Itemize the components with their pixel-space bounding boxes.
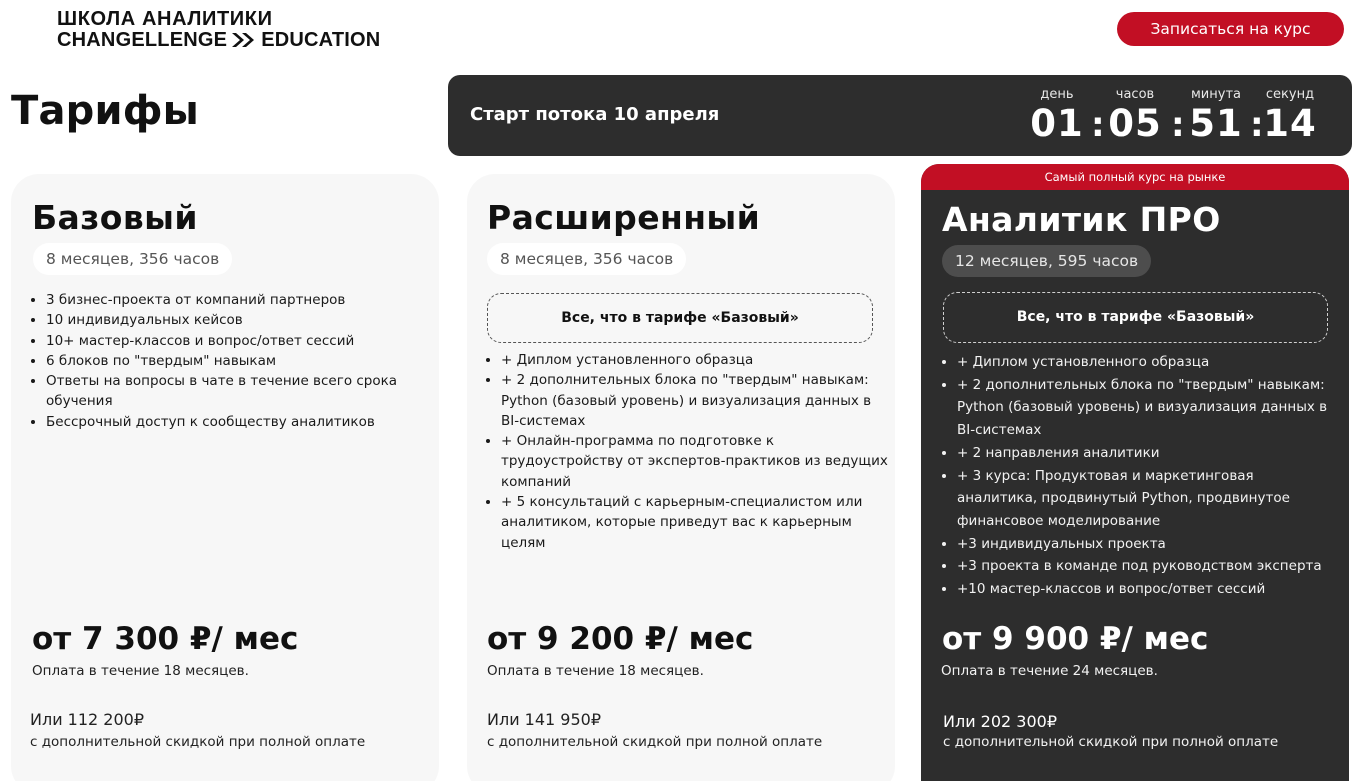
countdown-days-value: 01 [1030,102,1084,145]
countdown-separator: : [1091,105,1105,145]
payment-term: Оплата в течение 18 месяцев. [487,663,704,679]
countdown-seconds [1250,87,1330,144]
feature-item: • +3 проекта в команде под руководством эксперта [957,555,1337,578]
countdown-days-label: день [1040,87,1074,102]
feature-item: • + Диплом установленного образца [501,350,889,370]
payment-term: Оплата в течение 18 месяцев. [32,663,249,679]
countdown-minutes-label: минута [1191,87,1241,102]
includes-basic-box[interactable]: Все, что в тарифе «Базовый» [943,292,1328,343]
full-payment-price: Или 141 950₽ [487,710,602,729]
tariff-duration: 8 месяцев, 356 часов [33,243,232,275]
start-countdown-bar [448,75,1352,156]
tariff-name: Базовый [32,198,198,237]
logo-line2-right: EDUCATION [261,29,381,51]
logo-line2-left: CHANGELLENGE [57,29,228,51]
countdown-timer [448,75,1352,156]
page-title: Тарифы [11,88,199,134]
tariff-card-extended[interactable] [467,174,895,781]
countdown-separator: : [1171,105,1185,145]
countdown-hours [1095,87,1175,144]
feature-item: • + 3 курса: Продуктовая и маркетинговая аналитика, продвинутый Python, продвинутое финансовое моделирование [957,465,1337,533]
tariff-duration: 12 месяцев, 595 часов [942,245,1151,277]
feature-item: • 10 индивидуальных кейсов [46,310,426,330]
logo-line1: ШКОЛА АНАЛИТИКИ [57,8,273,30]
start-date-text: Старт потока 10 апреля [470,104,720,125]
full-payment-price: Или 202 300₽ [943,712,1058,731]
full-payment-note: с дополнительной скидкой при полной оплате [30,734,366,750]
countdown-minutes [1176,87,1256,144]
feature-item: • Ответы на вопросы в чате в течение всего срока обучения [46,371,426,412]
tariff-name: Расширенный [487,198,761,237]
countdown-seconds-label: секунд [1265,87,1315,102]
countdown-minutes-value: 51 [1189,102,1243,145]
school-logo[interactable] [57,8,381,51]
feature-item: • + Диплом установленного образца [957,351,1337,374]
enroll-button[interactable]: Записаться на курс [1117,12,1344,46]
countdown-hours-label: часов [1115,87,1155,102]
feature-item: • + Онлайн-программа по подготовке к трудоустройству от экспертов-практиков из ведущих компаний [501,431,889,492]
includes-basic-box[interactable]: Все, что в тарифе «Базовый» [487,293,873,343]
best-course-ribbon: Самый полный курс на рынке [921,164,1349,190]
feature-item: • + 2 направления аналитики [957,442,1337,465]
feature-item: • 3 бизнес-проекта от компаний партнеров [46,290,426,310]
tariff-card-basic[interactable] [11,174,439,781]
feature-item: • + 5 консультаций с карьерным-специалистом или аналитиком, которые приведут вас к карьерным целям [501,492,889,553]
countdown-hours-value: 05 [1108,102,1162,145]
countdown-separator: : [1250,105,1264,145]
feature-item: • Бессрочный доступ к сообществу аналитиков [46,412,426,432]
tariff-price: от 9 900 ₽/ мес [942,621,1209,657]
double-chevron-icon [231,32,257,48]
feature-item: • 10+ мастер-классов и вопрос/ответ сессий [46,331,426,351]
full-payment-note: с дополнительной скидкой при полной оплате [943,734,1279,750]
tariff-price: от 9 200 ₽/ мес [487,621,754,657]
countdown-seconds-value: 14 [1263,102,1317,145]
feature-list [501,350,889,553]
feature-item: • +3 индивидуальных проекта [957,533,1337,556]
payment-term: Оплата в течение 24 месяцев. [941,663,1158,679]
feature-list [957,351,1337,601]
feature-list [46,290,426,432]
feature-item: • + 2 дополнительных блока по "твердым" навыкам: Python (базовый уровень) и визуализация данных в BI-системах [501,370,889,431]
tariff-card-pro[interactable] [921,164,1349,781]
tariff-price: от 7 300 ₽/ мес [32,621,299,657]
tariff-name: Аналитик ПРО [942,200,1221,239]
countdown-days [1017,87,1097,144]
tariff-duration: 8 месяцев, 356 часов [487,243,686,275]
full-payment-note: с дополнительной скидкой при полной оплате [487,734,823,750]
feature-item: • 6 блоков по "твердым" навыкам [46,351,426,371]
full-payment-price: Или 112 200₽ [30,710,145,729]
feature-item: • + 2 дополнительных блока по "твердым" навыкам: Python (базовый уровень) и визуализация данных в BI-системах [957,374,1337,442]
feature-item: • +10 мастер-классов и вопрос/ответ сессий [957,578,1337,601]
